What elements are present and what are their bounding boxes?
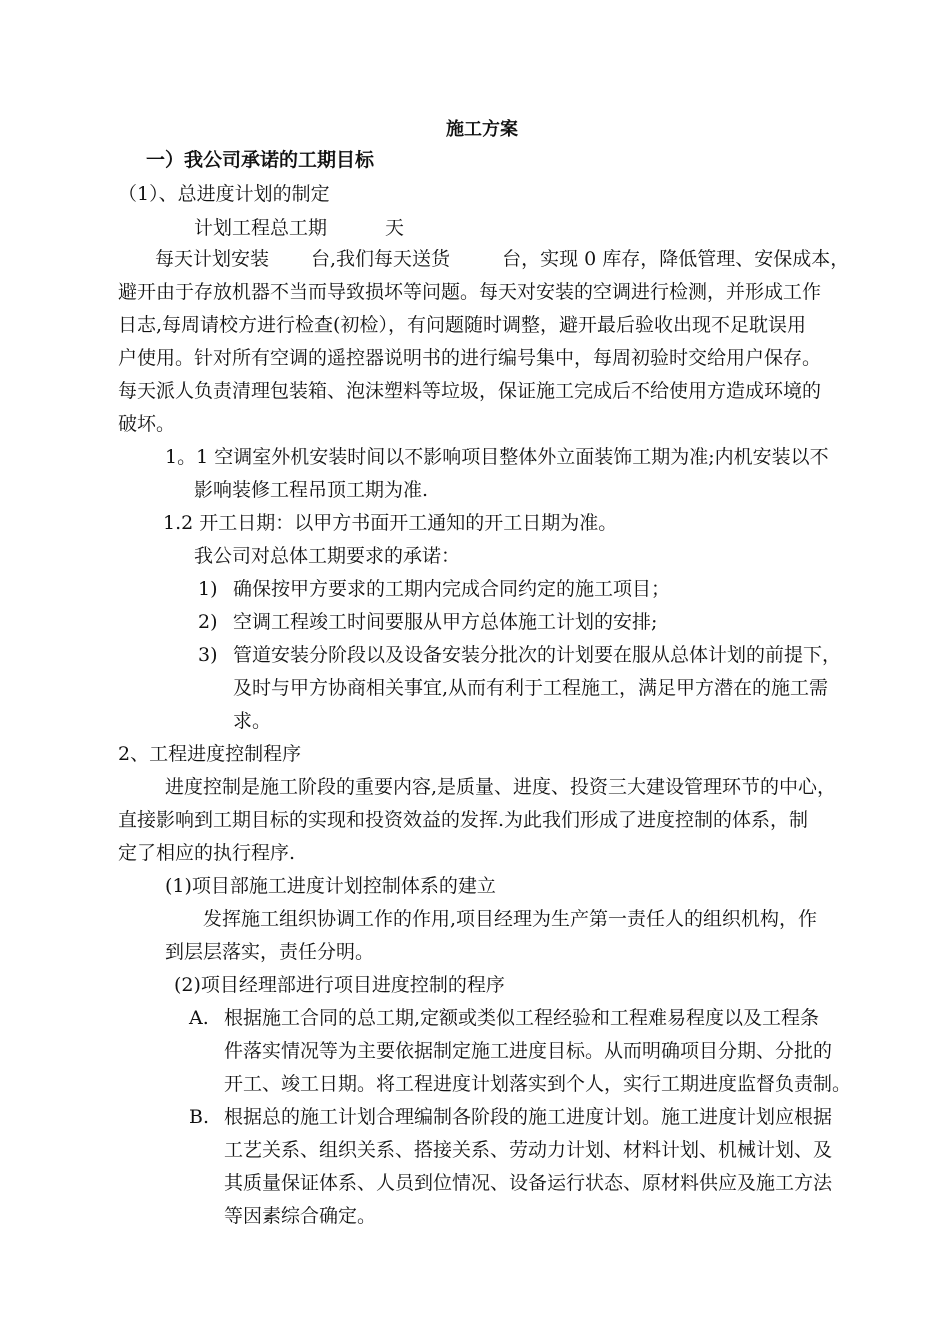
paragraph-2-line-3: 定了相应的执行程序. [118,842,296,864]
promise-intro: 我公司对总体工期要求的承诺： [194,545,461,567]
promise-3-number: 3) [198,644,218,666]
promise-2-number: 2) [198,611,218,633]
section-heading-1: 一）我公司承诺的工期目标 [146,149,375,171]
item-a-line-1: 根据施工合同的总工期,定额或类似工程经验和工程难易程度以及工程条 [224,1007,820,1029]
paragraph-1-line-1 [155,245,849,273]
item-a-number: A. [189,1007,209,1029]
promise-2-text: 空调工程竣工时间要服从甲方总体施工计划的安排; [233,611,658,633]
item-b-line-4: 等因素综合确定。 [224,1205,377,1227]
promise-3-line-1: 管道安装分阶段以及设备安装分批次的计划要在服从总体计划的前提下， [233,644,842,666]
paragraph-1-line-4: 户使用。针对所有空调的遥控器说明书的进行编号集中，每周初验时交给用户保存。 [118,347,822,369]
paragraph-1-line-6: 破坏。 [118,413,176,435]
paragraph-2-line-1: 进度控制是施工阶段的重要内容,是质量、进度、投资三大建设管理环节的中心， [165,776,837,798]
item-1-2: 1.2 开工日期：以甲方书面开工通知的开工日期为准。 [163,512,618,534]
duration-line [194,214,404,242]
document-title: 施工方案 [446,119,518,140]
zero-stock-text: 台，实现 0 库存，降低管理、安保成本， [502,248,850,270]
promise-1-number: 1) [198,578,218,600]
subsection-2-1-line-2: 到层层落实，责任分明。 [165,941,375,963]
paragraph-1-line-2: 避开由于存放机器不当而导致损坏等问题。每天对安装的空调进行检测，并形成工作 [118,281,822,303]
item-b-line-2: 工艺关系、组织关系、搭接关系、劳动力计划、材料计划、机械计划、及 [224,1139,833,1161]
section-heading-2: 2、工程进度控制程序 [118,743,302,765]
subheading-1: （1）、总进度计划的制定 [118,183,330,205]
subsection-2-1-line-1: 发挥施工组织协调工作的作用,项目经理为生产第一责任人的组织机构，作 [203,908,818,930]
item-b-number: B. [189,1106,210,1128]
item-a-line-2: 件落实情况等为主要依据制定施工进度目标。从而明确项目分期、分批的 [224,1040,833,1062]
item-1-1-line-1: 1。1 空调室外机安装时间以不影响项目整体外立面装饰工期为准;内机安装以不 [165,446,829,468]
promise-3-line-2: 及时与甲方协商相关事宜,从而有利于工程施工，满足甲方潜在的施工需 [233,677,829,699]
promise-3-line-3: 求。 [233,710,272,732]
daily-install-label: 每天计划安装 [155,248,270,270]
item-b-line-1: 根据总的施工计划合理编制各阶段的施工进度计划。施工进度计划应根据 [224,1106,833,1128]
subsection-2-1: (1)项目部施工进度计划控制体系的建立 [165,875,496,897]
duration-prefix: 计划工程总工期 [194,217,328,239]
daily-delivery-label: 台,我们每天送货 [311,248,451,270]
promise-1-text: 确保按甲方要求的工期内完成合同约定的施工项目； [233,578,671,600]
paragraph-1-line-3: 日志,每周请校方进行检查(初检），有问题随时调整，避开最后验收出现不足耽误用 [118,314,806,336]
item-a-line-3: 开工、竣工日期。将工程进度计划落实到个人，实行工期进度监督负责制。 [224,1073,852,1095]
subsection-2-2: (2)项目经理部进行项目进度控制的程序 [174,974,505,996]
paragraph-1-line-5: 每天派人负责清理包装箱、泡沫塑料等垃圾，保证施工完成后不给使用方造成环境的 [118,380,822,402]
paragraph-2-line-2: 直接影响到工期目标的实现和投资效益的发挥.为此我们形成了进度控制的体系，制 [118,809,809,831]
item-1-1-line-2: 影响装修工程吊顶工期为准. [194,479,429,501]
duration-unit: 天 [385,217,405,239]
item-b-line-3: 其质量保证体系、人员到位情况、设备运行状态、原材料供应及施工方法 [224,1172,833,1194]
